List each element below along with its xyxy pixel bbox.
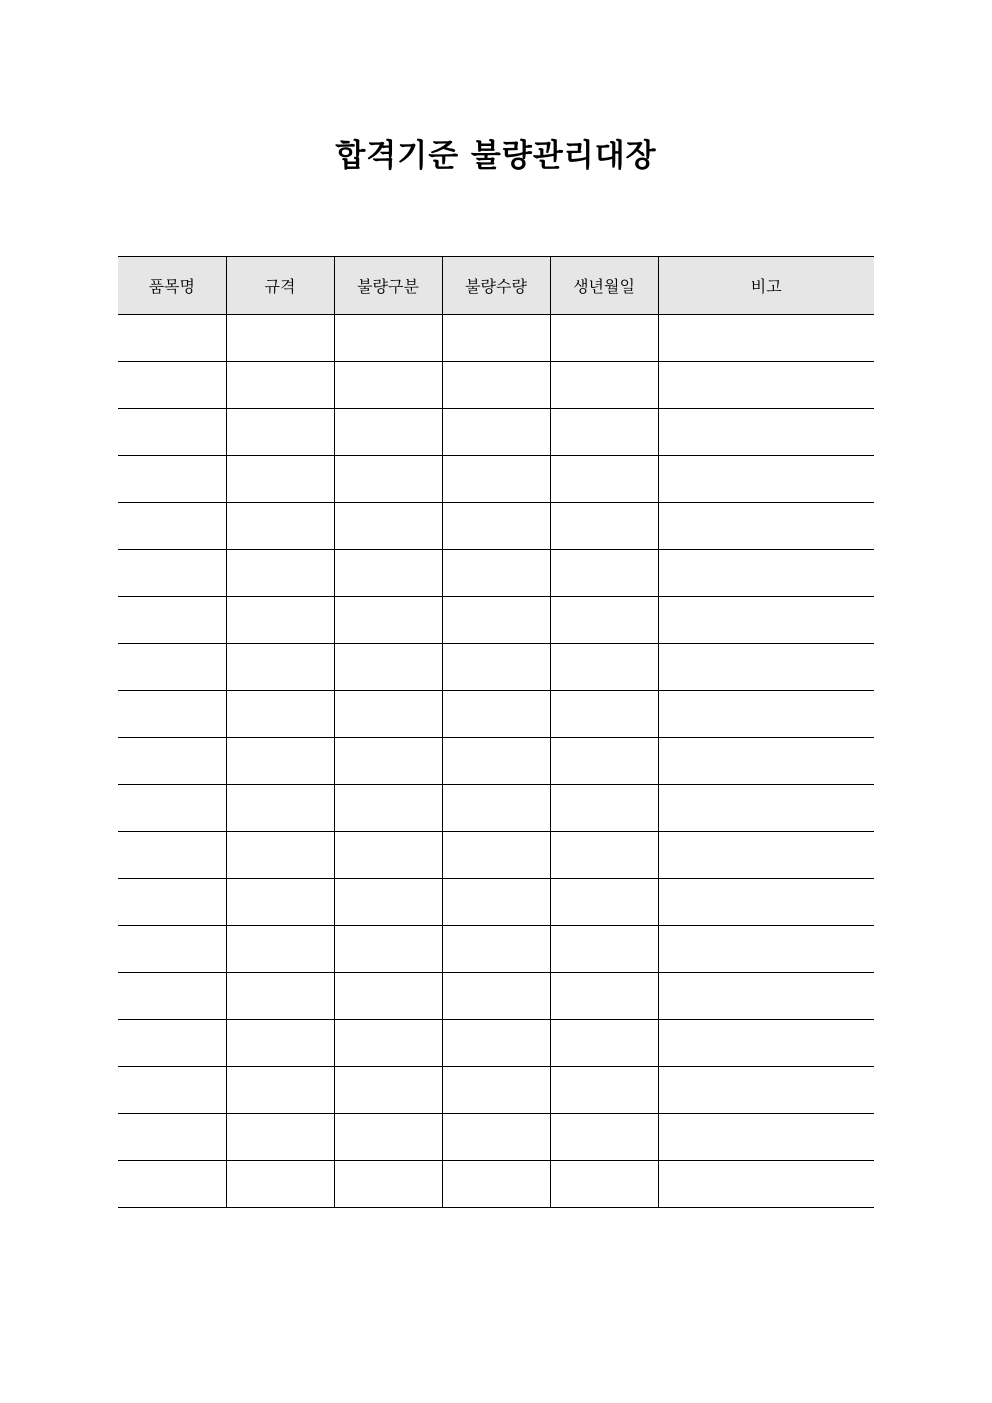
header-row xyxy=(118,257,874,315)
item-name-cell[interactable] xyxy=(118,973,226,1020)
item-name-cell[interactable] xyxy=(118,315,226,362)
defect-quantity-cell[interactable] xyxy=(442,1161,550,1208)
date-of-birth-cell[interactable] xyxy=(550,1114,658,1161)
date-of-birth-cell[interactable] xyxy=(550,1067,658,1114)
table-row xyxy=(118,879,874,926)
remarks-cell[interactable] xyxy=(658,409,874,456)
table-row xyxy=(118,973,874,1020)
defect-quantity-cell[interactable] xyxy=(442,785,550,832)
remarks-cell[interactable] xyxy=(658,926,874,973)
remarks-cell[interactable] xyxy=(658,315,874,362)
item-name-cell[interactable] xyxy=(118,691,226,738)
defect-quantity-cell[interactable] xyxy=(442,926,550,973)
spec-cell[interactable] xyxy=(226,691,334,738)
spec-cell[interactable] xyxy=(226,409,334,456)
remarks-cell[interactable] xyxy=(658,691,874,738)
item-name-cell[interactable] xyxy=(118,456,226,503)
defect-type-cell[interactable] xyxy=(334,691,442,738)
defect-quantity-cell[interactable] xyxy=(442,362,550,409)
defect-type-cell[interactable] xyxy=(334,456,442,503)
date-of-birth-cell[interactable] xyxy=(550,503,658,550)
spec-cell[interactable] xyxy=(226,973,334,1020)
defect-quantity-cell[interactable] xyxy=(442,1114,550,1161)
remarks-cell[interactable] xyxy=(658,879,874,926)
item-name-cell[interactable] xyxy=(118,1067,226,1114)
remarks-cell[interactable] xyxy=(658,832,874,879)
date-of-birth-cell[interactable] xyxy=(550,1161,658,1208)
remarks-cell[interactable] xyxy=(658,550,874,597)
column-header-defect-quantity: 불량수량 xyxy=(442,257,550,315)
spec-cell[interactable] xyxy=(226,550,334,597)
date-of-birth-cell[interactable] xyxy=(550,973,658,1020)
item-name-cell[interactable] xyxy=(118,644,226,691)
date-of-birth-cell[interactable] xyxy=(550,362,658,409)
date-of-birth-cell[interactable] xyxy=(550,691,658,738)
column-header-spec: 규격 xyxy=(226,257,334,315)
date-of-birth-cell[interactable] xyxy=(550,785,658,832)
defect-type-cell[interactable] xyxy=(334,409,442,456)
item-name-cell[interactable] xyxy=(118,738,226,785)
defect-type-cell[interactable] xyxy=(334,503,442,550)
remarks-cell[interactable] xyxy=(658,597,874,644)
defect-quantity-cell[interactable] xyxy=(442,315,550,362)
item-name-cell[interactable] xyxy=(118,1114,226,1161)
defect-type-cell[interactable] xyxy=(334,926,442,973)
item-name-cell[interactable] xyxy=(118,879,226,926)
column-header-defect-type: 불량구분 xyxy=(334,257,442,315)
date-of-birth-cell[interactable] xyxy=(550,597,658,644)
table-row xyxy=(118,926,874,973)
defect-type-cell[interactable] xyxy=(334,1161,442,1208)
spec-cell[interactable] xyxy=(226,315,334,362)
remarks-cell[interactable] xyxy=(658,973,874,1020)
spec-cell[interactable] xyxy=(226,1067,334,1114)
defect-quantity-cell[interactable] xyxy=(442,597,550,644)
column-header-item-name: 품목명 xyxy=(118,257,226,315)
spec-cell[interactable] xyxy=(226,926,334,973)
table-row xyxy=(118,738,874,785)
defect-type-cell[interactable] xyxy=(334,832,442,879)
spec-cell[interactable] xyxy=(226,644,334,691)
defect-type-cell[interactable] xyxy=(334,1067,442,1114)
defect-quantity-cell[interactable] xyxy=(442,1020,550,1067)
remarks-cell[interactable] xyxy=(658,1161,874,1208)
item-name-cell[interactable] xyxy=(118,1020,226,1067)
remarks-cell[interactable] xyxy=(658,785,874,832)
defect-quantity-cell[interactable] xyxy=(442,456,550,503)
table-row xyxy=(118,1114,874,1161)
date-of-birth-cell[interactable] xyxy=(550,926,658,973)
spec-cell[interactable] xyxy=(226,832,334,879)
item-name-cell[interactable] xyxy=(118,1161,226,1208)
table-row xyxy=(118,691,874,738)
table-row xyxy=(118,597,874,644)
date-of-birth-cell[interactable] xyxy=(550,1020,658,1067)
remarks-cell[interactable] xyxy=(658,1067,874,1114)
spec-cell[interactable] xyxy=(226,597,334,644)
table-row xyxy=(118,644,874,691)
item-name-cell[interactable] xyxy=(118,503,226,550)
defect-type-cell[interactable] xyxy=(334,1020,442,1067)
table-row xyxy=(118,503,874,550)
defect-quantity-cell[interactable] xyxy=(442,691,550,738)
defect-quantity-cell[interactable] xyxy=(442,550,550,597)
defect-quantity-cell[interactable] xyxy=(442,409,550,456)
spec-cell[interactable] xyxy=(226,1020,334,1067)
item-name-cell[interactable] xyxy=(118,785,226,832)
defect-quantity-cell[interactable] xyxy=(442,1067,550,1114)
remarks-cell[interactable] xyxy=(658,738,874,785)
table-row xyxy=(118,1020,874,1067)
date-of-birth-cell[interactable] xyxy=(550,832,658,879)
table-row xyxy=(118,1067,874,1114)
spec-cell[interactable] xyxy=(226,456,334,503)
table-row xyxy=(118,409,874,456)
document-title: 합격기준 불량관리대장 xyxy=(335,138,657,174)
date-of-birth-cell[interactable] xyxy=(550,315,658,362)
column-header-date-of-birth: 생년월일 xyxy=(550,257,658,315)
defect-type-cell[interactable] xyxy=(334,1114,442,1161)
table-row xyxy=(118,832,874,879)
defect-type-cell[interactable] xyxy=(334,597,442,644)
defect-type-cell[interactable] xyxy=(334,550,442,597)
item-name-cell[interactable] xyxy=(118,409,226,456)
remarks-cell[interactable] xyxy=(658,1114,874,1161)
defect-quantity-cell[interactable] xyxy=(442,738,550,785)
table-row xyxy=(118,550,874,597)
remarks-cell[interactable] xyxy=(658,503,874,550)
remarks-cell[interactable] xyxy=(658,456,874,503)
defect-type-cell[interactable] xyxy=(334,879,442,926)
item-name-cell[interactable] xyxy=(118,550,226,597)
defect-type-cell[interactable] xyxy=(334,785,442,832)
item-name-cell[interactable] xyxy=(118,362,226,409)
spec-cell[interactable] xyxy=(226,503,334,550)
defect-type-cell[interactable] xyxy=(334,362,442,409)
defect-quantity-cell[interactable] xyxy=(442,879,550,926)
spec-cell[interactable] xyxy=(226,785,334,832)
spec-cell[interactable] xyxy=(226,1114,334,1161)
date-of-birth-cell[interactable] xyxy=(550,738,658,785)
table-row xyxy=(118,1161,874,1208)
defect-ledger-table xyxy=(118,256,874,1208)
date-of-birth-cell[interactable] xyxy=(550,879,658,926)
defect-quantity-cell[interactable] xyxy=(442,644,550,691)
spec-cell[interactable] xyxy=(226,879,334,926)
date-of-birth-cell[interactable] xyxy=(550,550,658,597)
defect-type-cell[interactable] xyxy=(334,644,442,691)
column-header-remarks: 비고 xyxy=(658,257,874,315)
table-row xyxy=(118,362,874,409)
table-body xyxy=(118,315,874,1208)
date-of-birth-cell[interactable] xyxy=(550,409,658,456)
item-name-cell[interactable] xyxy=(118,926,226,973)
defect-type-cell[interactable] xyxy=(334,315,442,362)
spec-cell[interactable] xyxy=(226,362,334,409)
defect-type-cell[interactable] xyxy=(334,738,442,785)
defect-type-cell[interactable] xyxy=(334,973,442,1020)
date-of-birth-cell[interactable] xyxy=(550,644,658,691)
item-name-cell[interactable] xyxy=(118,832,226,879)
spec-cell[interactable] xyxy=(226,738,334,785)
defect-quantity-cell[interactable] xyxy=(442,503,550,550)
defect-quantity-cell[interactable] xyxy=(442,973,550,1020)
table-row xyxy=(118,456,874,503)
remarks-cell[interactable] xyxy=(658,362,874,409)
remarks-cell[interactable] xyxy=(658,644,874,691)
defect-quantity-cell[interactable] xyxy=(442,832,550,879)
table-row xyxy=(118,315,874,362)
date-of-birth-cell[interactable] xyxy=(550,456,658,503)
item-name-cell[interactable] xyxy=(118,597,226,644)
remarks-cell[interactable] xyxy=(658,1020,874,1067)
spec-cell[interactable] xyxy=(226,1161,334,1208)
table-row xyxy=(118,785,874,832)
